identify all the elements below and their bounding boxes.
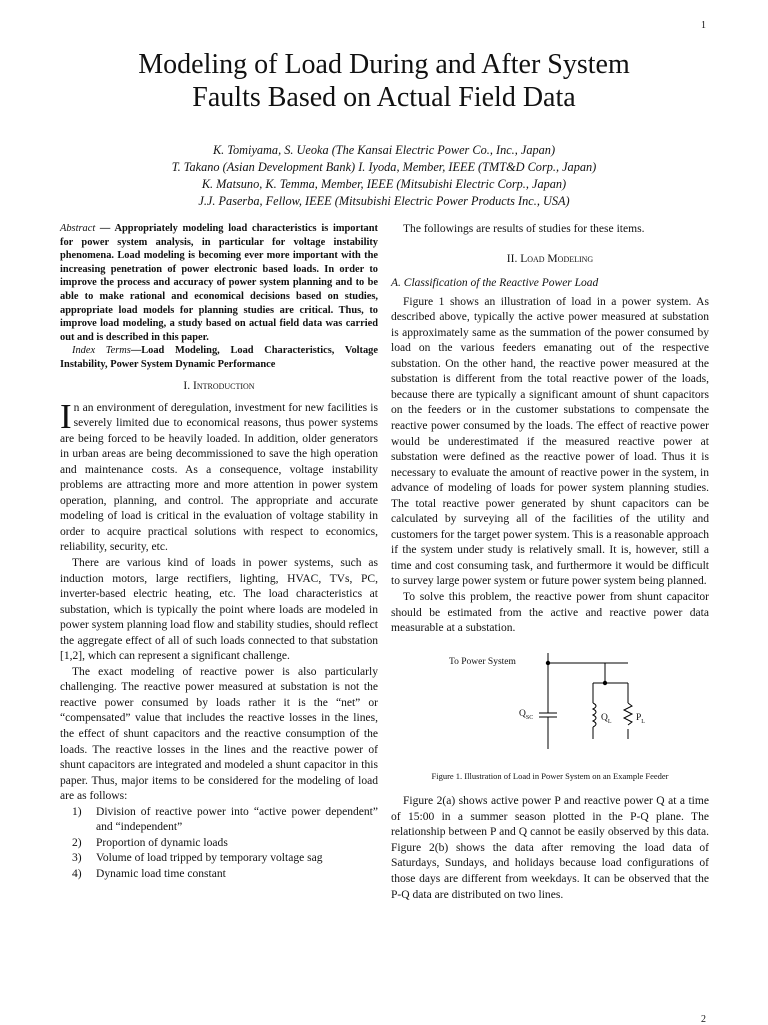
title-line-2: Faults Based on Actual Field Data	[192, 82, 576, 113]
next-page-number: 2	[701, 1014, 706, 1025]
list-item: 1) Division of reactive power into “active power dependent” and “independent”	[72, 805, 378, 834]
pl-label: $P_L$	[636, 712, 645, 725]
left-column	[60, 222, 378, 882]
author-line: T. Takano (Asian Development Bank) I. Iyoda, Member, IEEE (TMT&D Corp., Japan)	[171, 160, 597, 174]
author-line: J.J. Paserba, Fellow, IEEE (Mitsubishi Electric Power Products Inc., USA)	[198, 194, 570, 208]
figure-1-caption: Figure 1. Illustration of Load in Power System on an Example Feeder	[431, 770, 669, 781]
ql-label: $Q_L$	[601, 712, 612, 725]
section-heading-introduction: I. Introduction	[183, 379, 255, 392]
subsection-heading: A. Classification of the Reactive Power Load	[391, 277, 599, 290]
author-line: K. Tomiyama, S. Ueoka (The Kansai Electric Power Co., Inc., Japan)	[212, 143, 556, 157]
introduction-body	[60, 396, 378, 883]
index-terms-label: Index Terms	[72, 345, 131, 357]
circuit-diagram	[391, 653, 709, 763]
page-number: 1	[701, 20, 706, 31]
paragraph: To solve this problem, the reactive power from shunt capacitor should be estimated from the active and reactive power data measurable at a substation.	[391, 591, 709, 635]
node-dot	[603, 680, 607, 684]
list-item: 4) Dynamic load time constant	[72, 867, 226, 880]
paragraph: Figure 1 shows an illustration of load in a power system. As described above, typically the active power measured at substation is approximately same as the summation of the power consumed by load on the various feeders emanating out of the respective substation. On the other hand, the reactive power measured at the substation is different from the total reactive power of the loads, because there are typically a significant amount of shunt capacitors on the feeders or in the customer substations to compensate the reactive power consumed by the loads. The effect of reactive power would be underestimated if the measured reactive power at substation were defined as the reactive power of load. Thus it is necessary to evaluate the amount of reactive power in the system, in advance of modeling of loads for power system planning studies. The total reactive power generated by shunt capacitors can be calculated by surveying all of the facilities of the utility and customers for the target power system. This is a reasonable approach if the system under study is relatively small. It is, however, still a time and cost consuming task, and furthermore it would be difficult to survey large power system or future power system being planned.	[391, 295, 709, 588]
inductor	[593, 703, 596, 727]
figure-1-circuit	[391, 653, 709, 763]
paper-title	[0, 48, 768, 114]
drop-cap: I	[60, 396, 72, 436]
paragraph: In an environment of deregulation, investment for new facilities is severely limited due to economical reasons, thus power systems are being forced to be heavily loaded. In addition, older generators in urban areas are being decommissioned to save the high operation and maintenance costs. As a consequence, voltage instability problems are attracting more and more attention in power system operation, planning, and control. The appropriate and accurate modeling of load is critical in the evaluation of voltage stability in order to acquire practical solutions with respect to economics, reliability, security, etc.	[60, 396, 378, 554]
abstract-text: — Appropriately modeling load characteristics is important for power system analysis, in particular for voltage instability phenomena. Load modeling is becoming ever more important with the increasing penetration of power electronic based loads. In order to improve the process and accuracy of power system planning and to be able to make rational and economical decisions based on studies, appropriate load models for planning studies are critical. Thus, to improve load modeling, a study based on actual field data was carried out and is described in this paper.	[60, 223, 378, 343]
title-line-1: Modeling of Load During and After System	[138, 49, 630, 80]
qsc-label: $Q_{SC}$	[519, 708, 534, 721]
abstract-label: Abstract	[60, 223, 96, 234]
author-line: K. Matsuno, K. Temma, Member, IEEE (Mitsubishi Electric Corp., Japan)	[201, 177, 567, 191]
paragraph: The exact modeling of reactive power is also particularly challenging. The reactive power measured at substation is not the reactive power consumed by loads rather it is the “net” or “compensated” value that includes the reactive losses in the lines, the effect of shunt capacitors and the reactive consumption of the loads. The reactive losses in the lines and the reactive power of shunt capacitors are integrated and modeled a shunt capacitor in this paper. Thus, major items to be considered for the modeling of load are as follows:	[60, 665, 378, 803]
paragraph: The followings are results of studies for these items.	[403, 223, 645, 235]
paragraph: Figure 2(a) shows active power P and reactive power Q at a time of 15:00 in a summer season plotted in the P-Q plane. The relationship between P and Q cannot be easily observed by this data. Figure 2(b) shows the data after removing the load data of Saturdays, Sundays, and holidays because load configurations of those days are different from weekdays. It can be observed that the P-Q data are distributed on two lines.	[391, 795, 709, 901]
considerations-list	[60, 805, 378, 883]
right-column	[391, 222, 709, 903]
list-item: 2) Proportion of dynamic loads	[72, 836, 228, 849]
list-item: 3) Volume of load tripped by temporary voltage sag	[72, 852, 323, 865]
abstract	[60, 222, 378, 372]
section-heading-load-modeling: II. Load Modeling	[506, 252, 594, 265]
resistor	[624, 703, 632, 725]
index-terms-text: —Load Modeling, Load Characteristics, Voltage Instability, Power System Dynamic Performance	[60, 345, 378, 370]
author-list	[0, 142, 768, 210]
node-dot	[546, 660, 550, 664]
to-power-system-label: To Power System	[449, 656, 516, 667]
paragraph: There are various kind of loads in power systems, such as induction motors, large rectifiers, lighting, HVAC, TVs, PC, inverter-based electric heating, etc. The load characteristics at substation, which is typically the point where loads are modeled in power system planning load flow and stability studies, should reflect the aggregate effect of all of such loads connected to that substation [1,2], which can represent a significant challenge.	[60, 557, 378, 663]
